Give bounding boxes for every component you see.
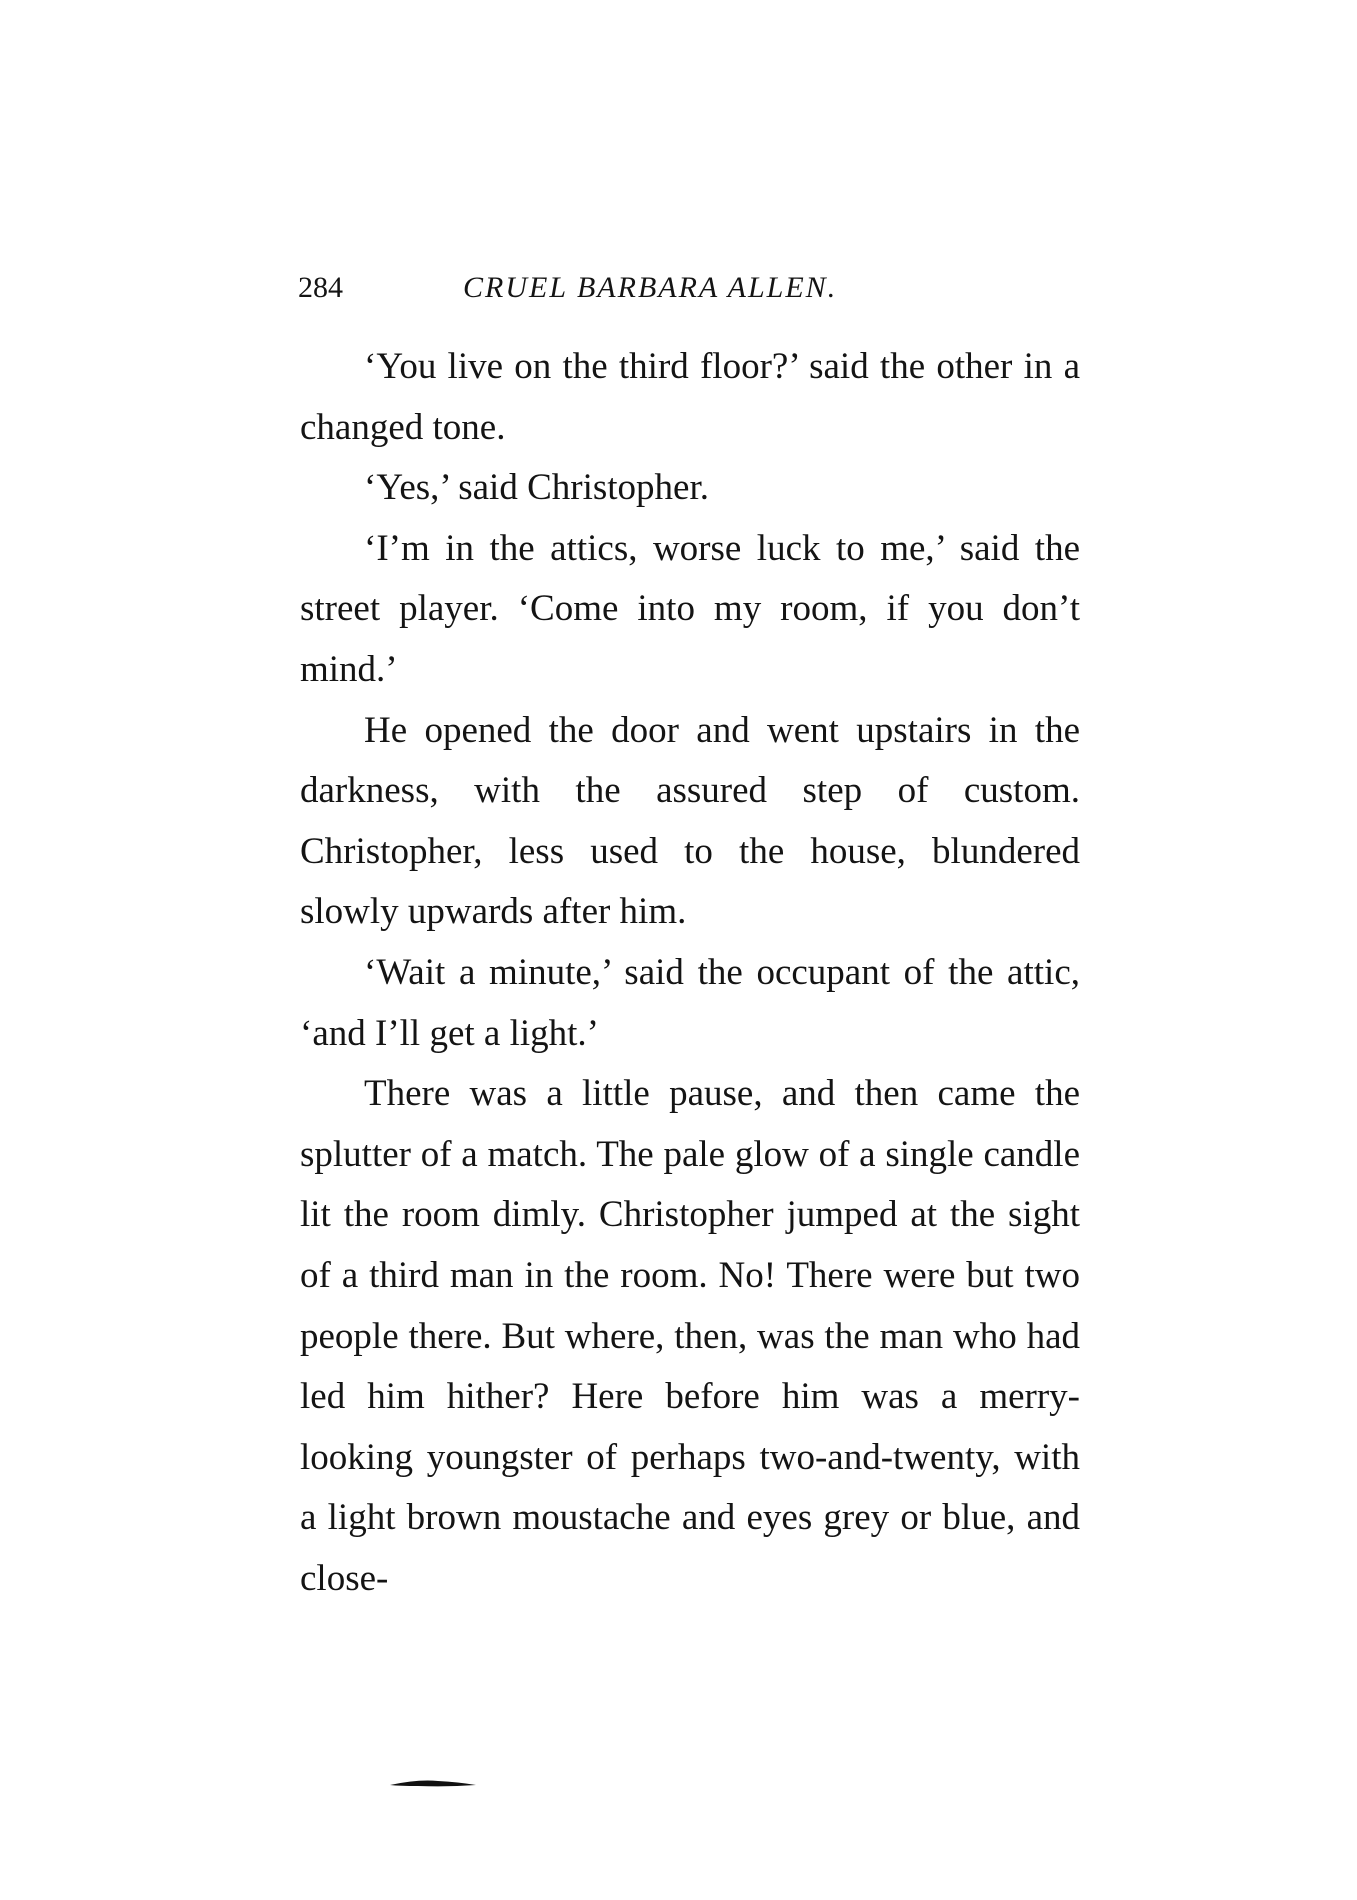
paragraph-1: ‘You live on the third floor?’ said the other in a changed tone. [300, 346, 1080, 448]
paragraph-5: ‘Wait a minute,’ said the occupant of the attic, ‘and I’ll get a light.’ [300, 951, 1080, 1054]
printer-mark-decoration [388, 1778, 478, 1788]
page-number: 284 [298, 271, 343, 304]
paragraph-2: ‘Yes,’ said Christopher. [364, 467, 709, 509]
paragraph-6: There was a little pause, and then came the splutter of a match. The pale glow of a single candle lit the room dimly. Christopher jumped at the sight of a third man in the room. No! There were but two people there. But where, then, was the man who had led him hither? Here before him was a merry-looking youngster of perhaps two-and-twenty, with a light brown moustache and eyes grey or blue, and close- [300, 1073, 1080, 1599]
paragraph-3: ‘I’m in the attics, worse luck to me,’ said the street player. ‘Come into my room, if you don’t mind.’ [300, 527, 1080, 690]
running-head [298, 268, 1078, 308]
body-text [300, 337, 1080, 1609]
paragraph-4: He opened the door and went upstairs in the darkness, with the assured step of custom. Christopher, less used to the house, blundered slowly upwards after him. [300, 709, 1080, 933]
running-title: CRUEL BARBARA ALLEN. [463, 271, 838, 304]
